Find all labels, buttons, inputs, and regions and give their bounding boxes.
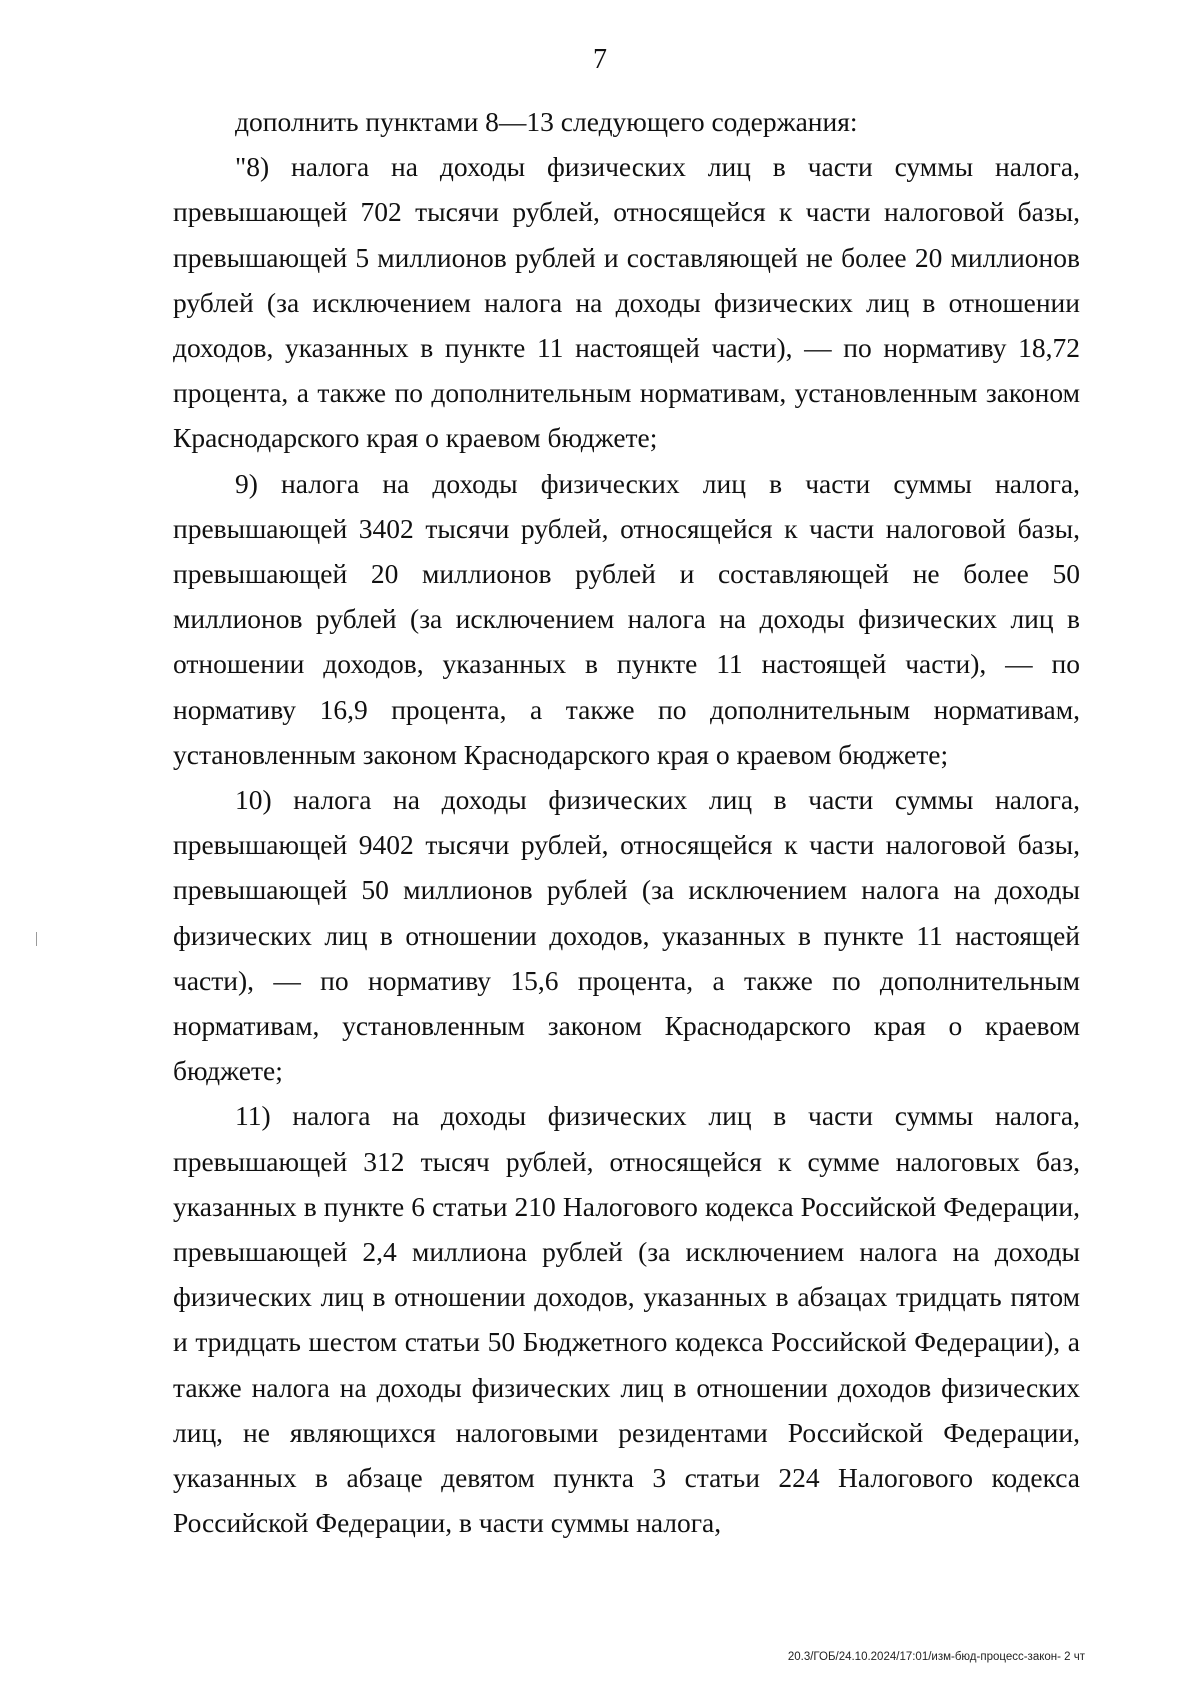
document-footer-code: 20.3/ГОБ/24.10.2024/17:01/изм-бюд-процесс-закон- 2 чт <box>787 1651 1085 1663</box>
paragraph-item-11: 11) налога на доходы физических лиц в части суммы налога, превышающей 312 тысяч рублей, относящейся к сумме налоговых баз, указанных в пункте 6 статьи 210 Налогового кодекса Российской Федерации, превышающей 2,4 миллиона рублей (за исключением налога на доходы физических лиц в отношении доходов, указанных в абзацах тридцать пятом и тридцать шестом статьи 50 Бюджетного кодекса Российской Федерации), а также налога на доходы физических лиц в отношении доходов физических лиц, не являющихся налоговыми резидентами Российской Федерации, указанных в абзаце девятом пункта 3 статьи 224 Налогового кодекса Российской Федерации, в части суммы налога, <box>173 1100 1080 1539</box>
paragraph-item-10: 10) налога на доходы физических лиц в части суммы налога, превышающей 9402 тысячи рублей, относящейся к части налоговой базы, превышающей 50 миллионов рублей (за исключением налога на доходы физических лиц в отношении доходов, указанных в пункте 11 настоящей части), — по нормативу 15,6 процента, а также по дополнительным нормативам, установленным законом Краснодарского края о краевом бюджете; <box>173 784 1080 1087</box>
document-body <box>173 99 1080 1546</box>
paragraph-intro: дополнить пунктами 8—13 следующего содержания: <box>235 106 858 137</box>
paragraph-item-8: "8) налога на доходы физических лиц в части суммы налога, превышающей 702 тысячи рублей, относящейся к части налоговой базы, превышающей 5 миллионов рублей и составляющей не более 20 миллионов рублей (за исключением налога на доходы физических лиц в отношении доходов, указанных в пункте 11 настоящей части), — по нормативу 18,72 процента, а также по дополнительным нормативам, установленным законом Краснодарского края о краевом бюджете; <box>173 151 1080 454</box>
margin-mark <box>36 932 37 946</box>
paragraph-item-9: 9) налога на доходы физических лиц в части суммы налога, превышающей 3402 тысячи рублей, относящейся к части налоговой базы, превышающей 20 миллионов рублей и составляющей не более 50 миллионов рублей (за исключением налога на доходы физических лиц в отношении доходов, указанных в пункте 11 настоящей части), — по нормативу 16,9 процента, а также по дополнительным нормативам, установленным законом Краснодарского края о краевом бюджете; <box>173 467 1080 770</box>
page-number: 7 <box>593 44 607 75</box>
